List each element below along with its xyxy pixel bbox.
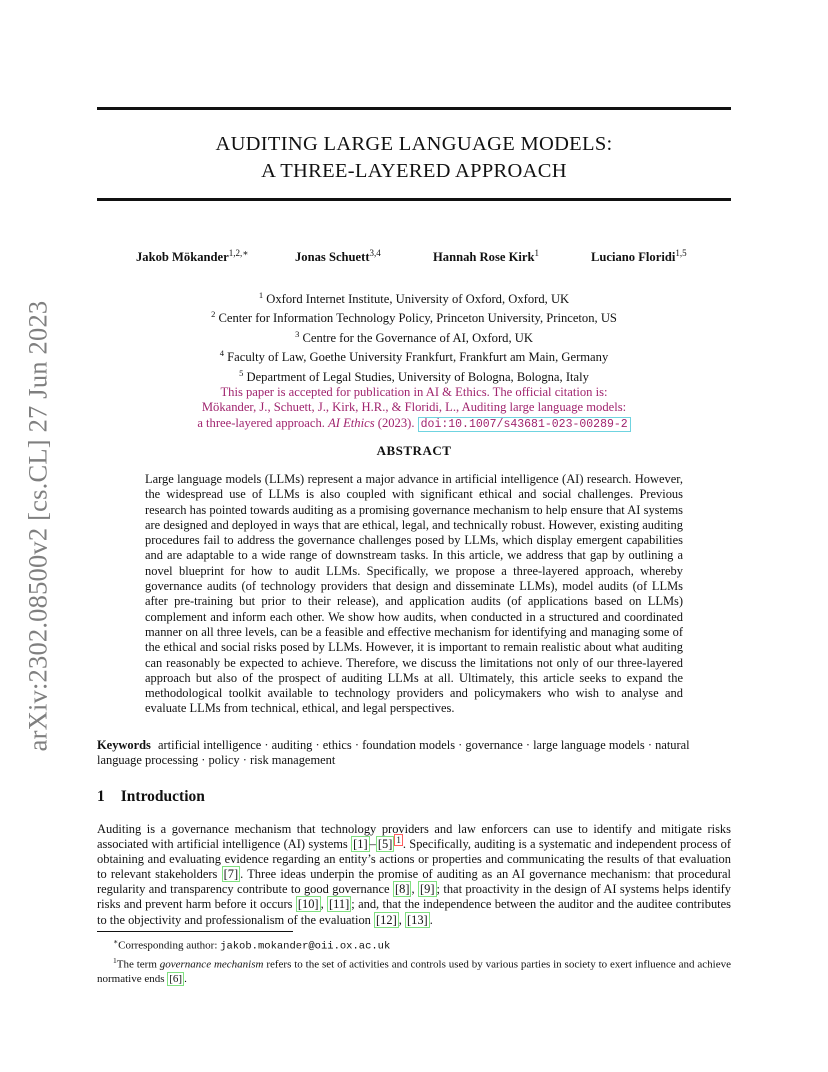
- author-name: Jakob Mökander: [136, 250, 229, 265]
- footnote-rule: [97, 931, 293, 932]
- notice-line-1: This paper is accepted for publication in AI & Ethics. The official citation is:: [220, 385, 608, 399]
- intro-text: ; and, that the independence between the auditor and the auditee contributes to the objectivity and professionalism of the evaluation: [97, 897, 731, 927]
- footnote-link[interactable]: 1: [396, 834, 401, 845]
- footnote-mark: 1: [113, 956, 117, 966]
- notice-line-3: [97, 416, 731, 432]
- author-email[interactable]: jakob.mokander@oii.ox.ac.uk: [220, 940, 391, 953]
- author-list: [97, 244, 731, 266]
- title-top-rule: [97, 107, 731, 110]
- affil-text: Centre for the Governance of AI, Oxford, UK: [302, 331, 533, 346]
- affiliation-4: [97, 346, 731, 365]
- citation-link[interactable]: [13]: [406, 912, 428, 927]
- footnote-text: refers to the set of activities and controls used by various parties in society to exert influence and achieve normative ends: [97, 959, 732, 985]
- author-affil-marker: 1: [534, 248, 539, 258]
- author-name: Jonas Schuett: [295, 250, 370, 265]
- affiliation-1: [97, 288, 731, 307]
- affil-text: Oxford Internet Institute, University of Oxford, Oxford, UK: [266, 292, 570, 307]
- publication-notice: [97, 385, 731, 432]
- section-title: Introduction: [120, 788, 205, 805]
- footnote-1: $^1$The term governance mechanism refers to the set of activities and controls used by various parties in society to exert influence and achieve normative ends [6] .: [97, 956, 732, 985]
- citation-text: a three-layered approach.: [197, 415, 325, 430]
- citation-link[interactable]: [10]: [297, 897, 319, 912]
- paper-title: [97, 131, 731, 185]
- affil-number: 5: [239, 367, 244, 378]
- citation-link[interactable]: [8]: [394, 882, 410, 897]
- footnote-text: The term: [116, 959, 157, 972]
- author-1: [136, 248, 248, 265]
- footnote-text: Corresponding author:: [118, 939, 218, 952]
- affil-text: Center for Information Technology Policy, Princeton University, Princeton, US: [218, 311, 617, 326]
- citation-link[interactable]: [7]: [223, 867, 239, 882]
- title-bottom-rule: [97, 198, 731, 201]
- intro-text: . Three ideas underpin the promise of auditing as an AI governance mechanism: that procedural regularity and transparency contribute to good governance: [97, 867, 731, 897]
- keywords: [97, 738, 731, 769]
- affiliation-3: [97, 327, 731, 346]
- author-2: [295, 248, 381, 265]
- footnotes: [97, 935, 731, 987]
- affil-number: 2: [211, 309, 216, 320]
- section-number: 1: [97, 788, 105, 805]
- affil-number: 1: [258, 290, 264, 300]
- author-4: [591, 248, 687, 265]
- footnote-mark: ∗: [113, 937, 119, 946]
- affil-text: Department of Legal Studies, University of Bologna, Bologna, Italy: [246, 370, 589, 385]
- author-affil-marker: 3,4: [369, 248, 381, 258]
- citation-link[interactable]: [9]: [420, 882, 435, 897]
- keywords-label: Keywords: [97, 738, 151, 752]
- citation-link[interactable]: [6]: [169, 972, 183, 985]
- notice-line-2: Mökander, J., Schuett, J., Kirk, H.R., & Floridi, L., Auditing large language models:: [201, 400, 627, 415]
- intro-text: . Specifically, auditing is a systematic and independent process of obtaining and evaluating evidence regarding an entity’s actions or properties and communicating the results of that evaluation to relevant stakeholders: [97, 837, 732, 882]
- abstract-heading: ABSTRACT: [376, 443, 452, 458]
- affiliation-list: [97, 288, 731, 385]
- author-name: Luciano Floridi: [591, 250, 676, 265]
- citation-link[interactable]: [12]: [376, 912, 397, 927]
- citation-link[interactable]: [5]: [377, 837, 393, 852]
- affiliation-2: [97, 307, 731, 326]
- title-line-2: A THREE-LAYERED APPROACH: [261, 160, 567, 182]
- range-dash: –: [369, 837, 376, 852]
- abstract-text: Large language models (LLMs) represent a major advance in artificial intelligence (AI) research. However, the widespread use of LLMs is also coupled with significant ethical and social challenges. Previous research has pointed towards auditing as a promising governance mechanism to help ensure that AI systems are designed and deployed in ways that are ethical, legal, and technically robust. However, existing auditing procedures fail to address the governance challenges posed by LLMs, which display emergent capabilities and are adaptable to a wide range of downstream tasks. In this article, we address that gap by outlining a novel blueprint for how to audit LLMs. Specifically, we propose a three-layered approach, whereby governance audits (of technology providers that design and disseminate LLMs), model audits (of LLMs after pre-training but prior to their release), and application audits (of applications based on LLMs) complement and inform each other. We show how audits, when conducted in a structured and coordinated manner on all three levels, can be a feasible and effective mechanism for identifying and managing some of the ethical and social risks posed by LLMs. However, it is important to remain realistic about what auditing can reasonably be expected to achieve. Therefore, we discuss the limitations not only of our three-layered approach but also of the prospect of auditing LLMs at all. Ultimately, this article seeks to expand the methodological toolkit available to technology providers and policymakers who wish to analyse and evaluate LLMs from technical, ethical, and legal perspectives.: [145, 472, 683, 716]
- affil-number: 3: [295, 328, 300, 339]
- title-line-1: AUDITING LARGE LANGUAGE MODELS:: [215, 133, 613, 155]
- footnote-term: governance mechanism: [159, 959, 264, 972]
- keywords-text: artificial intelligence · auditing · ethics · foundation models · governance · large language models · natural language processing · policy · risk management: [97, 738, 690, 768]
- journal-name: AI Ethics: [328, 415, 375, 430]
- citation-year: (2023).: [377, 415, 415, 430]
- affiliation-5: [97, 366, 731, 385]
- author-affil-marker: 1,5: [675, 248, 687, 258]
- citation-link[interactable]: [11]: [329, 897, 350, 912]
- footnote-corresponding-author: [97, 935, 731, 954]
- section-heading: [97, 788, 205, 806]
- intro-text: Auditing is a governance mechanism that technology providers and law enforcers can use to identify and mitigate risks associated with artificial intelligence (AI) systems: [97, 822, 731, 852]
- affil-text: Faculty of Law, Goethe University Frankfurt, Frankfurt am Main, Germany: [227, 350, 609, 365]
- arxiv-identifier-stamp: arXiv:2302.08500v2 [cs.CL] 27 Jun 2023: [22, 300, 53, 752]
- intro-paragraph: Auditing is a governance mechanism that technology providers and law enforcers can use to identify and mitigate risks associated with artificial intelligence (AI) systems [1] – [5] $^1$ . Specifically, auditing is a systematic and independent process of obtaining and evaluating evidence regarding an entity’s actions or properties and communicating the results of that evaluation to relevant stakeholders [7] . Three ideas underpin the promise of auditing as an AI governance mechanism: that procedural regularity and transparency contribute to good governance [8] , [9] ; that proactivity in the design of AI systems helps identify risks and prevent harm before it occurs [10] , [11] ; and, that the independence between the auditor and the auditee contributes to the objectivity and professionalism of the evaluation [12] , [13] .: [97, 822, 732, 927]
- author-3: [433, 248, 539, 265]
- affil-number: 4: [219, 348, 224, 359]
- doi-link[interactable]: doi:10.1007/s43681-023-00289-2: [418, 417, 631, 432]
- intro-text: ; that proactivity in the design of AI systems helps identify risks and prevent harm before it occurs: [97, 882, 732, 912]
- author-name: Hannah Rose Kirk: [433, 250, 535, 265]
- citation-link[interactable]: [1]: [353, 837, 368, 852]
- author-affil-marker: 1,2,∗: [228, 248, 249, 258]
